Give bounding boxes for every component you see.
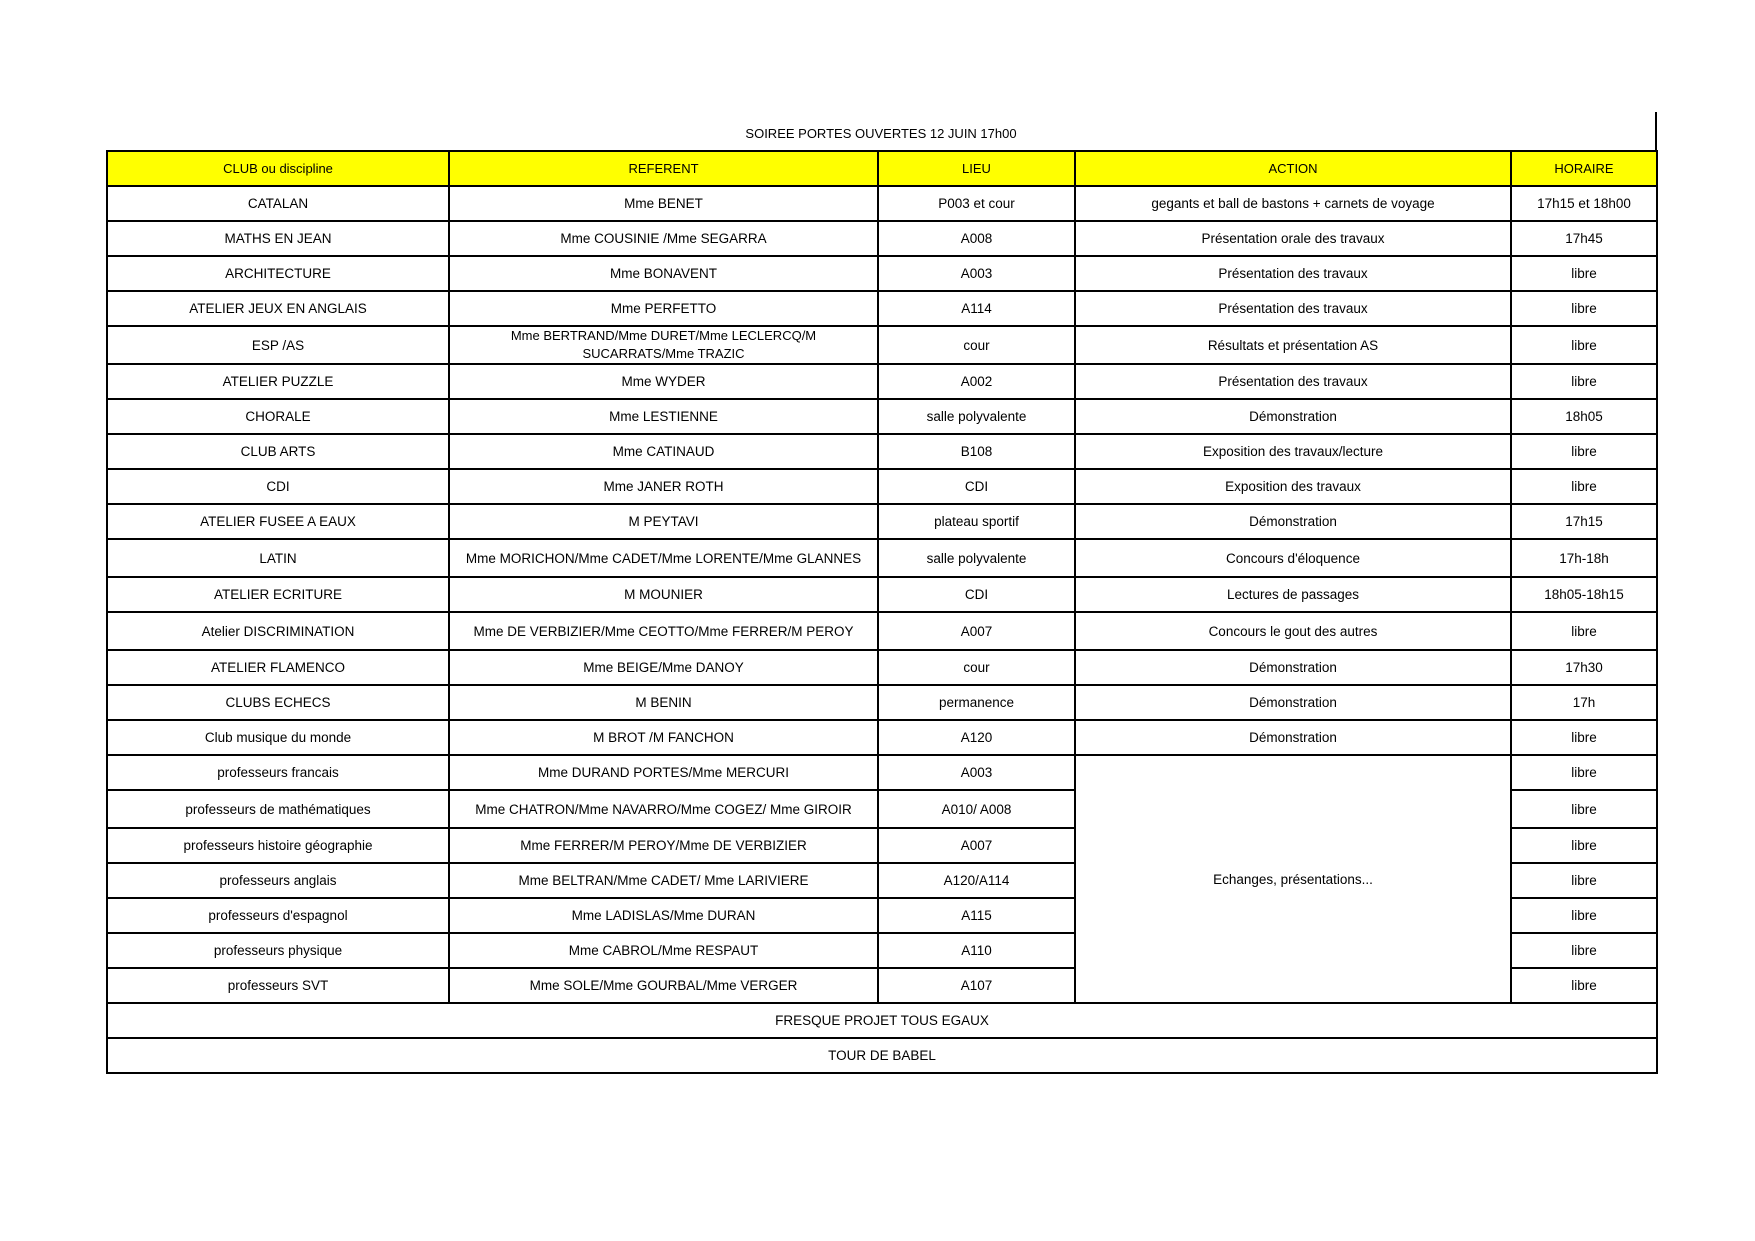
referent-cell: Mme PERFETTO xyxy=(449,291,878,326)
club-cell: CLUB ARTS xyxy=(107,434,449,469)
club-cell: professeurs francais xyxy=(107,755,449,790)
horaire-cell: 18h05-18h15 xyxy=(1511,577,1657,612)
lieu-cell: CDI xyxy=(878,577,1075,612)
lieu-cell: A003 xyxy=(878,755,1075,790)
club-cell: CATALAN xyxy=(107,186,449,221)
lieu-cell: salle polyvalente xyxy=(878,399,1075,434)
action-cell: Exposition des travaux/lecture xyxy=(1075,434,1511,469)
referent-cell: Mme BERTRAND/Mme DURET/Mme LECLERCQ/M SUCARRATS/Mme TRAZIC xyxy=(449,326,878,364)
action-cell: Démonstration xyxy=(1075,650,1511,685)
club-cell: ATELIER FLAMENCO xyxy=(107,650,449,685)
horaire-cell: 17h xyxy=(1511,685,1657,720)
table-row xyxy=(107,504,1657,539)
horaire-cell: 17h-18h xyxy=(1511,539,1657,577)
page-title: SOIREE PORTES OUVERTES 12 JUIN 17h00 xyxy=(745,126,1017,141)
action-cell: Démonstration xyxy=(1075,720,1511,755)
header-lieu: LIEU xyxy=(878,151,1075,186)
referent-cell: Mme LESTIENNE xyxy=(449,399,878,434)
header-action: ACTION xyxy=(1075,151,1511,186)
horaire-cell: libre xyxy=(1511,898,1657,933)
lieu-cell: A007 xyxy=(878,828,1075,863)
referent-cell: M MOUNIER xyxy=(449,577,878,612)
horaire-cell: libre xyxy=(1511,790,1657,828)
club-cell: professeurs SVT xyxy=(107,968,449,1003)
club-cell: LATIN xyxy=(107,539,449,577)
header-horaire: HORAIRE xyxy=(1511,151,1657,186)
referent-cell: Mme SOLE/Mme GOURBAL/Mme VERGER xyxy=(449,968,878,1003)
referent-cell: Mme WYDER xyxy=(449,364,878,399)
lieu-cell: A007 xyxy=(878,612,1075,650)
horaire-cell: libre xyxy=(1511,612,1657,650)
club-cell: professeurs histoire géographie xyxy=(107,828,449,863)
club-cell: professeurs physique xyxy=(107,933,449,968)
lieu-cell: cour xyxy=(878,326,1075,364)
horaire-cell: libre xyxy=(1511,933,1657,968)
horaire-cell: 17h45 xyxy=(1511,221,1657,256)
horaire-cell: libre xyxy=(1511,968,1657,1003)
club-cell: ATELIER FUSEE A EAUX xyxy=(107,504,449,539)
club-cell: CHORALE xyxy=(107,399,449,434)
referent-cell: Mme LADISLAS/Mme DURAN xyxy=(449,898,878,933)
table-row xyxy=(107,326,1657,364)
table-row xyxy=(107,755,1657,790)
horaire-cell: libre xyxy=(1511,863,1657,898)
table-row xyxy=(107,539,1657,577)
lieu-cell: A010/ A008 xyxy=(878,790,1075,828)
referent-cell: Mme BELTRAN/Mme CADET/ Mme LARIVIERE xyxy=(449,863,878,898)
club-cell: CLUBS ECHECS xyxy=(107,685,449,720)
table-row xyxy=(107,221,1657,256)
header-referent: REFERENT xyxy=(449,151,878,186)
lieu-cell: A110 xyxy=(878,933,1075,968)
referent-cell: M BROT /M FANCHON xyxy=(449,720,878,755)
club-cell: Club musique du monde xyxy=(107,720,449,755)
table-row xyxy=(107,364,1657,399)
action-cell: Démonstration xyxy=(1075,685,1511,720)
footer-row xyxy=(107,1003,1657,1038)
lieu-cell: A008 xyxy=(878,221,1075,256)
footer-row xyxy=(107,1038,1657,1073)
action-cell: Présentation des travaux xyxy=(1075,364,1511,399)
horaire-cell: 17h30 xyxy=(1511,650,1657,685)
lieu-cell: A120 xyxy=(878,720,1075,755)
table-row xyxy=(107,650,1657,685)
lieu-cell: A115 xyxy=(878,898,1075,933)
action-cell: Résultats et présentation AS xyxy=(1075,326,1511,364)
referent-cell: Mme COUSINIE /Mme SEGARRA xyxy=(449,221,878,256)
club-cell: Atelier DISCRIMINATION xyxy=(107,612,449,650)
horaire-cell: libre xyxy=(1511,720,1657,755)
club-cell: ARCHITECTURE xyxy=(107,256,449,291)
referent-cell: Mme JANER ROTH xyxy=(449,469,878,504)
table-row xyxy=(107,186,1657,221)
footer-cell: FRESQUE PROJET TOUS EGAUX xyxy=(107,1003,1657,1038)
referent-cell: Mme CHATRON/Mme NAVARRO/Mme COGEZ/ Mme GIROIR xyxy=(449,790,878,828)
referent-cell: Mme MORICHON/Mme CADET/Mme LORENTE/Mme GLANNES xyxy=(449,539,878,577)
table-row xyxy=(107,469,1657,504)
club-cell: professeurs de mathématiques xyxy=(107,790,449,828)
lieu-cell: P003 et cour xyxy=(878,186,1075,221)
referent-cell: Mme BENET xyxy=(449,186,878,221)
horaire-cell: 17h15 xyxy=(1511,504,1657,539)
horaire-cell: libre xyxy=(1511,828,1657,863)
action-cell: Présentation orale des travaux xyxy=(1075,221,1511,256)
lieu-cell: salle polyvalente xyxy=(878,539,1075,577)
horaire-cell: libre xyxy=(1511,364,1657,399)
lieu-cell: B108 xyxy=(878,434,1075,469)
referent-cell: Mme BEIGE/Mme DANOY xyxy=(449,650,878,685)
club-cell: ATELIER ECRITURE xyxy=(107,577,449,612)
action-cell: Concours le gout des autres xyxy=(1075,612,1511,650)
merged-action-cell: Echanges, présentations... xyxy=(1075,755,1511,1003)
action-cell: gegants et ball de bastons + carnets de voyage xyxy=(1075,186,1511,221)
lieu-cell: A002 xyxy=(878,364,1075,399)
club-cell: MATHS EN JEAN xyxy=(107,221,449,256)
table-row xyxy=(107,720,1657,755)
header-row xyxy=(107,151,1657,186)
club-cell: professeurs anglais xyxy=(107,863,449,898)
action-cell: Présentation des travaux xyxy=(1075,256,1511,291)
horaire-cell: 18h05 xyxy=(1511,399,1657,434)
referent-cell: M PEYTAVI xyxy=(449,504,878,539)
lieu-cell: plateau sportif xyxy=(878,504,1075,539)
action-cell: Concours d'éloquence xyxy=(1075,539,1511,577)
horaire-cell: libre xyxy=(1511,291,1657,326)
action-cell: Lectures de passages xyxy=(1075,577,1511,612)
action-cell: Présentation des travaux xyxy=(1075,291,1511,326)
lieu-cell: cour xyxy=(878,650,1075,685)
horaire-cell: 17h15 et 18h00 xyxy=(1511,186,1657,221)
lieu-cell: A107 xyxy=(878,968,1075,1003)
table-row xyxy=(107,256,1657,291)
lieu-cell: A114 xyxy=(878,291,1075,326)
action-cell: Démonstration xyxy=(1075,504,1511,539)
table-row xyxy=(107,612,1657,650)
club-cell: ATELIER JEUX EN ANGLAIS xyxy=(107,291,449,326)
referent-cell: M BENIN xyxy=(449,685,878,720)
horaire-cell: libre xyxy=(1511,434,1657,469)
lieu-cell: permanence xyxy=(878,685,1075,720)
lieu-cell: A003 xyxy=(878,256,1075,291)
table-row xyxy=(107,577,1657,612)
referent-cell: Mme CATINAUD xyxy=(449,434,878,469)
club-cell: CDI xyxy=(107,469,449,504)
horaire-cell: libre xyxy=(1511,326,1657,364)
table-row xyxy=(107,434,1657,469)
schedule-table xyxy=(106,150,1658,1074)
footer-cell: TOUR DE BABEL xyxy=(107,1038,1657,1073)
table-row xyxy=(107,291,1657,326)
referent-cell: Mme CABROL/Mme RESPAUT xyxy=(449,933,878,968)
header-club: CLUB ou discipline xyxy=(107,151,449,186)
horaire-cell: libre xyxy=(1511,469,1657,504)
horaire-cell: libre xyxy=(1511,256,1657,291)
horaire-cell: libre xyxy=(1511,755,1657,790)
referent-cell: Mme FERRER/M PEROY/Mme DE VERBIZIER xyxy=(449,828,878,863)
referent-cell: Mme DURAND PORTES/Mme MERCURI xyxy=(449,755,878,790)
table-row xyxy=(107,399,1657,434)
referent-cell: Mme DE VERBIZIER/Mme CEOTTO/Mme FERRER/M PEROY xyxy=(449,612,878,650)
lieu-cell: A120/A114 xyxy=(878,863,1075,898)
club-cell: ATELIER PUZZLE xyxy=(107,364,449,399)
action-cell: Démonstration xyxy=(1075,399,1511,434)
referent-cell: Mme BONAVENT xyxy=(449,256,878,291)
club-cell: ESP /AS xyxy=(107,326,449,364)
club-cell: professeurs d'espagnol xyxy=(107,898,449,933)
table-row xyxy=(107,685,1657,720)
lieu-cell: CDI xyxy=(878,469,1075,504)
action-cell: Exposition des travaux xyxy=(1075,469,1511,504)
